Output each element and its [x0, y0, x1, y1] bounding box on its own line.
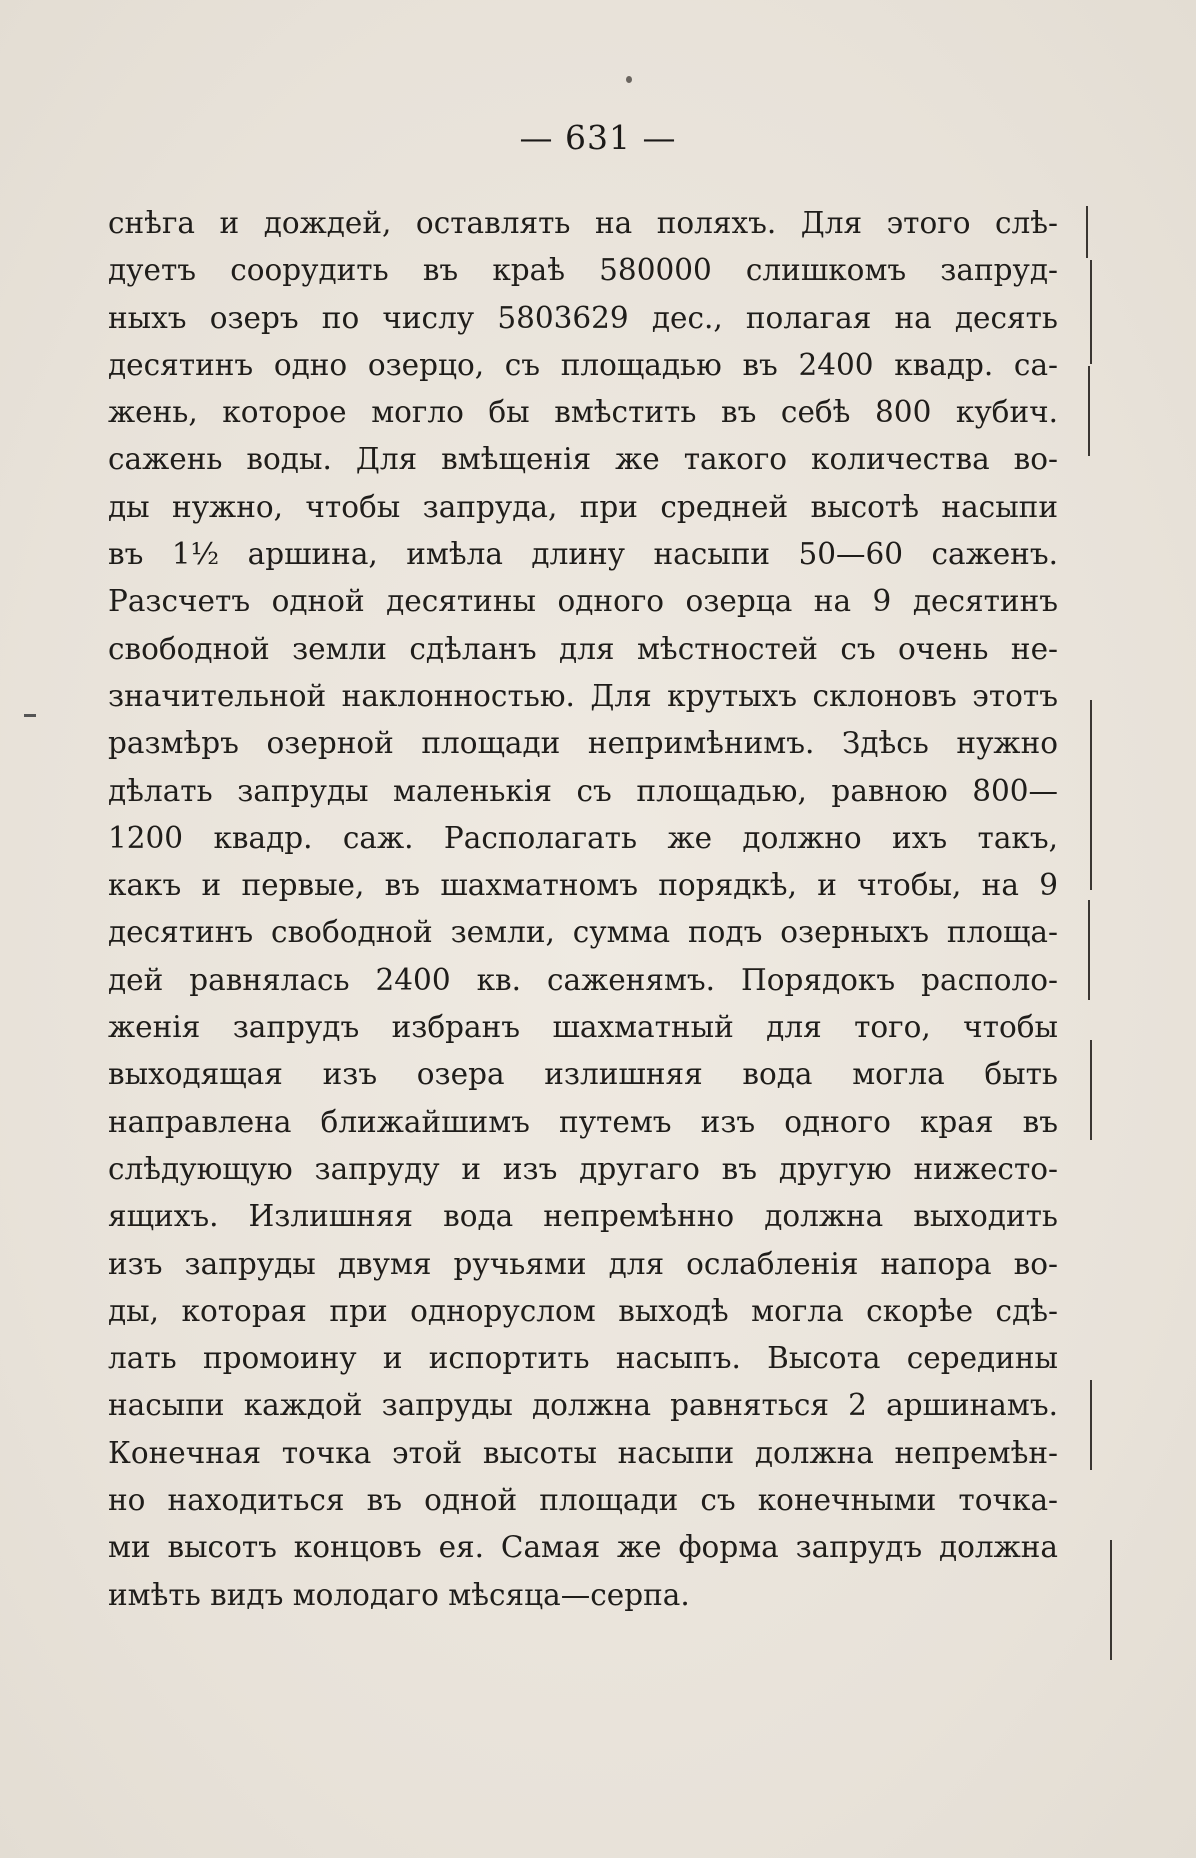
page-number: — 631 — [519, 118, 677, 157]
text-line: десятинъ свободной земли, сумма подъ озерныхъ площа- [108, 915, 1058, 950]
text-line: дѣлать запруды маленькія съ площадью, равною 800— [108, 773, 1058, 808]
text-line: Конечная точка этой высоты насыпи должна непремѣн- [108, 1435, 1058, 1470]
text-line: но находиться въ одной площади съ конечными точка- [108, 1483, 1058, 1518]
text-line: ящихъ. Излишняя вода непремѣнно должна выходить [108, 1199, 1058, 1234]
text-line: въ 1½ аршина, имѣла длину насыпи 50—60 саженъ. [108, 537, 1058, 572]
margin-line [1088, 366, 1090, 456]
text-line: слѣдующую запруду и изъ другаго въ другую нижесто- [108, 1151, 1058, 1186]
text-line: ныхъ озеръ по числу 5803629 дес., полагая на десять [108, 300, 1058, 335]
margin-line [1090, 700, 1092, 890]
text-line: направлена ближайшимъ путемъ изъ одного края въ [108, 1104, 1058, 1139]
margin-line [1090, 1040, 1092, 1140]
text-line: десятинъ одно озерцо, съ площадью въ 2400 квадр. са- [108, 347, 1058, 382]
text-line: 1200 квадр. саж. Располагать же должно ихъ такъ, [108, 820, 1058, 855]
margin-line [1090, 1380, 1092, 1470]
text-line: ды, которая при одноруслом выходѣ могла скорѣе сдѣ- [108, 1293, 1058, 1328]
text-line: жень, которое могло бы вмѣстить въ себѣ 800 кубич. [108, 395, 1058, 430]
margin-dash [24, 714, 36, 717]
text-line: женія запрудъ избранъ шахматный для того, чтобы [108, 1010, 1058, 1045]
text-line: размѣръ озерной площади непримѣнимъ. Здѣсь нужно [108, 726, 1058, 761]
ink-dot [626, 76, 632, 83]
body-text [108, 200, 1058, 1619]
text-line: значительной наклонностью. Для крутыхъ склоновъ этотъ [108, 678, 1058, 713]
text-line: дей равнялась 2400 кв. саженямъ. Порядокъ располо- [108, 962, 1058, 997]
text-line: Разсчетъ одной десятины одного озерца на 9 десятинъ [108, 584, 1058, 619]
text-line: выходящая изъ озера излишняя вода могла быть [108, 1057, 1058, 1092]
text-line: сажень воды. Для вмѣщенія же такого количества во- [108, 442, 1058, 477]
text-line: изъ запруды двумя ручьями для ослабленія напора во- [108, 1246, 1058, 1281]
text-line: насыпи каждой запруды должна равняться 2 аршинамъ. [108, 1388, 1058, 1423]
margin-line [1086, 206, 1088, 258]
margin-line [1088, 900, 1090, 1000]
text-line: снѣга и дождей, оставлять на поляхъ. Для этого слѣ- [108, 206, 1058, 240]
margin-line [1090, 260, 1092, 364]
text-line: имѣть видъ молодаго мѣсяца—серпа. [108, 1577, 690, 1612]
text-line: ми высотъ концовъ ея. Самая же форма запрудъ должна [108, 1530, 1058, 1565]
text-line: дуетъ соорудить въ краѣ 580000 слишкомъ запруд- [108, 253, 1058, 288]
text-line: ды нужно, чтобы запруда, при средней высотѣ насыпи [108, 489, 1058, 524]
margin-line [1110, 1540, 1112, 1660]
text-line: свободной земли сдѣланъ для мѣстностей съ очень не- [108, 631, 1058, 666]
text-line: лать промоину и испортить насыпъ. Высота середины [108, 1341, 1058, 1376]
text-line: какъ и первые, въ шахматномъ порядкѣ, и чтобы, на 9 [108, 868, 1058, 903]
